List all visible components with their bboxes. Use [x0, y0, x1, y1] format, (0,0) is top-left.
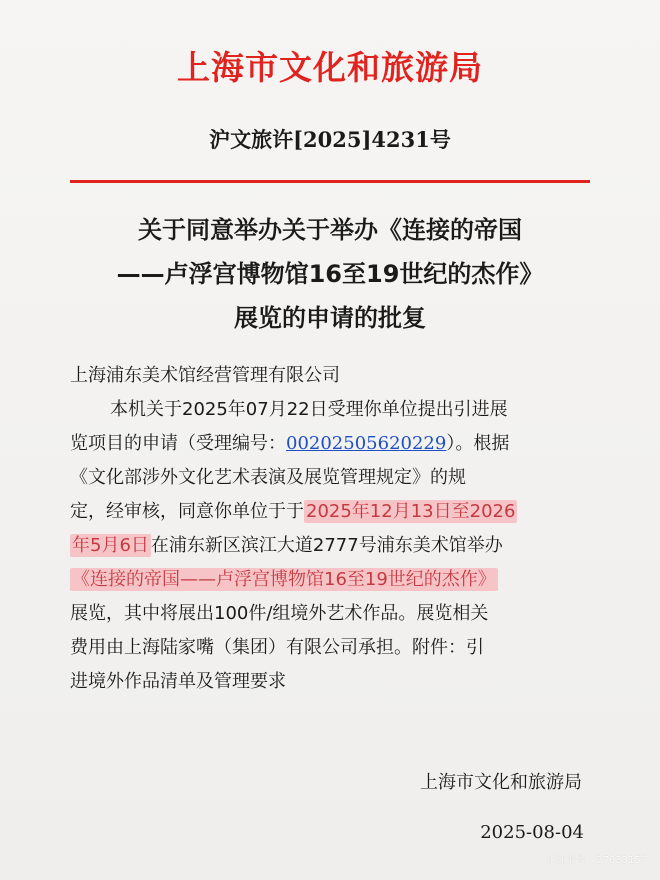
- recipient: 上海浦东美术馆经营管理有限公司: [70, 365, 340, 386]
- body-line-2-text-a: 览项目的申请（受理编号：: [70, 433, 286, 454]
- document-title: [40, 208, 620, 340]
- body-line-5-text: 在浦东新区滨江大道2777号浦东美术馆举办: [150, 535, 503, 556]
- highlighted-date-range-start: 2025年12月13日至2026: [306, 501, 516, 522]
- body-line-4: [70, 495, 590, 529]
- body-line-3: 《文化部涉外文化艺术表演及展览管理规定》的规: [70, 467, 466, 488]
- body-line-7: 展览，其中将展出100件/组境外艺术作品。展览相关: [70, 603, 489, 624]
- body-line-9: 进境外作品清单及管理要求: [70, 671, 286, 692]
- highlighted-date-range-end: 年5月6日: [72, 535, 149, 556]
- red-divider-line: [70, 180, 590, 183]
- body-line-1: 本机关于2025年07月22日受理你单位提出引进展: [110, 399, 508, 420]
- issuer-signature: 上海市文化和旅游局: [420, 772, 582, 793]
- document-body: [70, 359, 590, 699]
- body-line-8: 费用由上海陆家嘴（集团）有限公司承担。附件：引: [70, 637, 484, 658]
- body-line-2-text-b: ）。根据: [446, 433, 510, 454]
- highlighted-exhibition-title: 《连接的帝国——卢浮宫博物馆16至19世纪的杰作》: [72, 569, 496, 590]
- issuing-organization-header: 上海市文化和旅游局: [177, 48, 483, 87]
- title-line-3: 展览的申请的批复: [234, 304, 426, 332]
- body-line-5: [70, 529, 590, 563]
- body-line-2: [70, 427, 590, 461]
- application-number: 00202505620229: [286, 433, 447, 454]
- issue-date: 2025-08-04: [480, 822, 584, 843]
- platform-watermark: 小红书号：2763315?: [546, 855, 646, 866]
- title-line-2: ——卢浮宫博物馆16至19世纪的杰作》: [116, 260, 544, 288]
- title-line-1: 关于同意举办关于举办《连接的帝国: [138, 216, 522, 244]
- body-line-6: [70, 563, 590, 597]
- document-number: 沪文旅许[2025]4231号: [209, 127, 451, 152]
- body-line-4-text: 定，经审核，同意你单位于于: [70, 501, 304, 522]
